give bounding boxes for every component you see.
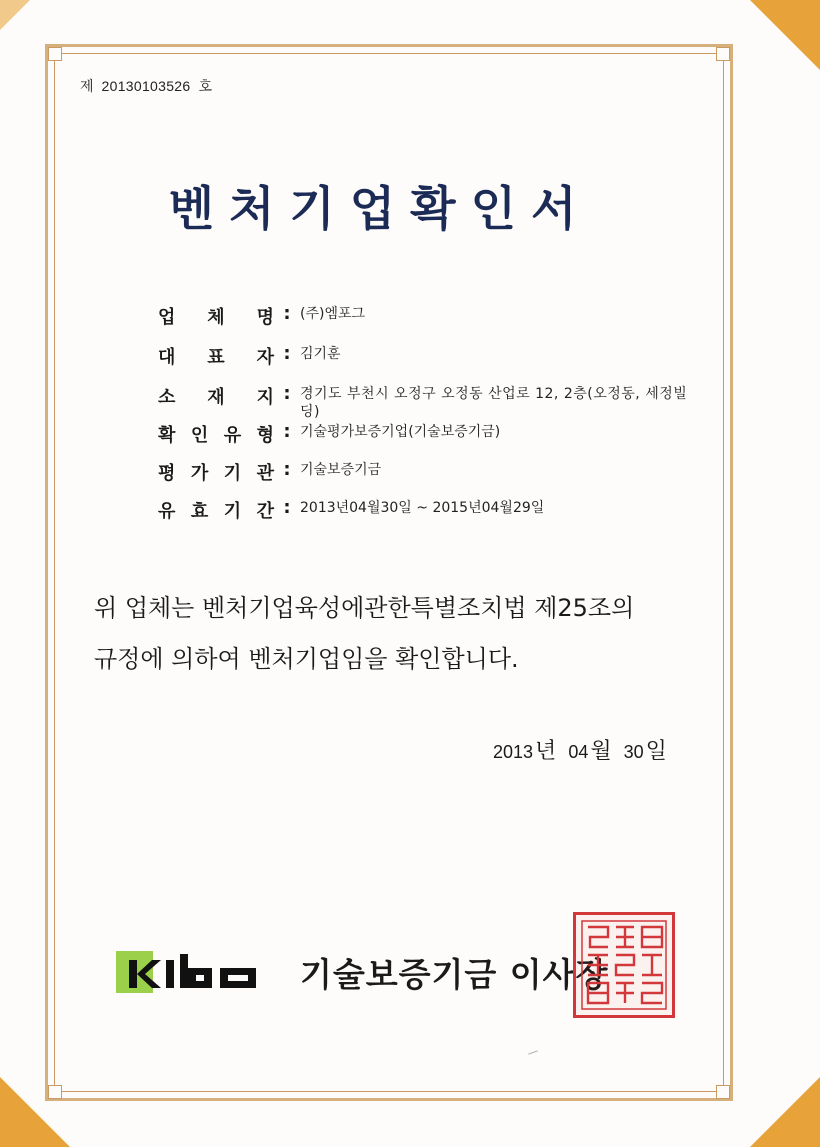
border-corner-ornament (716, 1085, 730, 1099)
field-colon: : (283, 303, 291, 324)
field-label-char: 인 (190, 425, 209, 446)
field-label-char: 확 (158, 425, 176, 446)
field-label-char: 표 (207, 347, 225, 368)
issuer-name: 기술보증기금 이사장 (300, 955, 609, 994)
field-value: 기술보증기금 (300, 462, 382, 478)
field-label-char: 재 (207, 387, 225, 408)
kibo-logo (116, 950, 286, 994)
field-value: 경기도 부천시 오정구 오정동 산업로 12, 2층(오정동, 세정빌딩) (300, 386, 688, 420)
certificate-number (80, 76, 212, 96)
field-label (158, 383, 274, 409)
issue-date-day-unit: 일 (645, 739, 667, 764)
border-corner-ornament (48, 47, 62, 61)
field-value: 2013년04월30일 ~ 2015년04월29일 (300, 500, 545, 516)
official-seal-stamp (573, 912, 675, 1018)
field-label (158, 303, 274, 329)
kibo-logo-mark (116, 950, 286, 994)
field-label-char: 대 (158, 347, 176, 368)
field-label-char: 지 (256, 387, 274, 408)
field-label-char: 기 (223, 501, 242, 522)
border-corner-ornament (716, 47, 730, 61)
field-colon: : (283, 421, 291, 442)
field-label-char: 관 (256, 463, 274, 484)
field-label (158, 343, 274, 369)
field-label-char: 소 (158, 387, 176, 408)
field-label-char: 체 (207, 307, 225, 328)
field-row (158, 421, 700, 447)
field-label-char: 효 (190, 501, 209, 522)
issue-date-month: 04 (568, 742, 589, 762)
field-colon: : (283, 459, 291, 480)
issue-date-month-unit: 월 (590, 739, 612, 764)
field-row (158, 303, 700, 329)
field-label-char: 자 (256, 347, 274, 368)
certificate-statement (94, 583, 714, 685)
field-value: 기술평가보증기업(기술보증기금) (300, 424, 501, 440)
field-value: (주)엠포그 (300, 306, 366, 322)
field-row (158, 497, 700, 523)
field-label-char: 업 (158, 307, 176, 328)
field-label-char: 유 (158, 501, 176, 522)
field-value: 김기훈 (300, 346, 341, 362)
issue-date-year: 2013 (493, 742, 534, 762)
field-label-char: 간 (256, 501, 274, 522)
certificate-title: 벤처기업확인서 (168, 182, 592, 237)
field-row (158, 383, 692, 421)
field-label-char: 명 (256, 307, 274, 328)
field-label (158, 421, 274, 447)
statement-line-1: 위 업체는 벤처기업육성에관한특별조치법 제25조의 (94, 594, 635, 622)
field-label-char: 유 (223, 425, 242, 446)
certificate-number-prefix: 제 (80, 79, 94, 95)
border-corner-ornament (48, 1085, 62, 1099)
field-row (158, 459, 700, 485)
field-label-char: 기 (223, 463, 242, 484)
issue-date-year-unit: 년 (535, 739, 557, 764)
field-label-char: 형 (256, 425, 274, 446)
field-row (158, 343, 700, 369)
certificate-number-suffix: 호 (198, 79, 213, 95)
field-colon: : (283, 343, 291, 364)
issue-date (493, 734, 677, 765)
corner-decoration-bottom-right (750, 1077, 820, 1147)
issue-date-day: 30 (623, 742, 644, 762)
field-colon: : (283, 497, 291, 518)
corner-decoration-top-right (750, 0, 820, 70)
field-label-char: 평 (158, 463, 176, 484)
field-label (158, 497, 274, 523)
field-colon: : (283, 383, 291, 404)
field-label-char: 가 (190, 463, 209, 484)
seal-pattern (576, 915, 672, 1015)
corner-decoration-top-left (0, 0, 30, 30)
certificate-number-value: 20130103526 (101, 78, 191, 94)
statement-line-2: 규정에 의하여 벤처기업임을 확인합니다. (94, 645, 519, 673)
field-label (158, 459, 274, 485)
